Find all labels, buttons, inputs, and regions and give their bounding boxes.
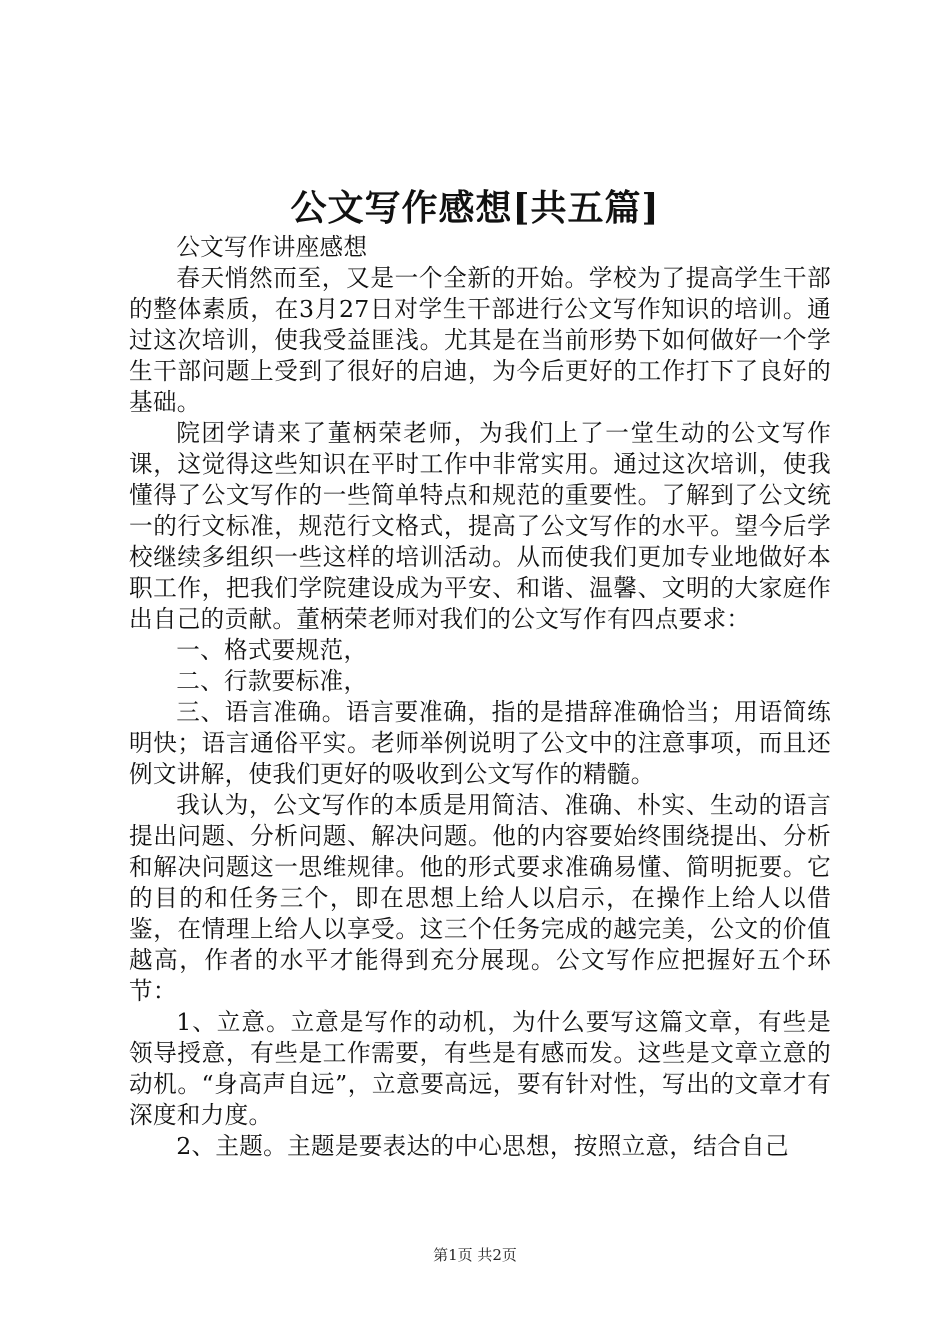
paragraph: 春天悄然而至，又是一个全新的开始。学校为了提高学生干部的整体素质，在3月27日对学生干部进行公文写作知识的培训。通过这次培训，使我受益匪浅。尤其是在当前形势下如何做好一个学生干部问题上受到了很好的启迪，为今后更好的工作打下了良好的基础。	[129, 264, 831, 416]
numbered-item: 1、立意。立意是写作的动机，为什么要写这篇文章，有些是领导授意，有些是工作需要，有些是有感而发。这些是文章立意的动机。“身高声自远”，立意要高远，要有针对性，写出的文章才有深度和力度。	[129, 1008, 831, 1129]
list-item: 二、行款要标准，	[176, 667, 368, 695]
section-heading: 公文写作讲座感想	[176, 233, 368, 261]
list-item: 三、语言准确。语言要准确，指的是措辞准确恰当；用语简练明快；语言通俗平实。老师举例说明了公文中的注意事项，而且还例文讲解，使我们更好的吸收到公文写作的精髓。	[129, 698, 831, 788]
paragraph: 院团学请来了董柄荣老师，为我们上了一堂生动的公文写作课，这觉得这些知识在平时工作中非常实用。通过这次培训，使我懂得了公文写作的一些简单特点和规范的重要性。了解到了公文统一的行文标准，规范行文格式，提高了公文写作的水平。望今后学校继续多组织一些这样的培训活动。从而使我们更加专业地做好本职工作，把我们学院建设成为平安、和谐、温馨、文明的大家庭作出自己的贡献。董柄荣老师对我们的公文写作有四点要求：	[129, 419, 831, 633]
document-body	[129, 232, 831, 1162]
page-footer: 第1页 共2页	[433, 1246, 517, 1264]
list-item: 一、格式要规范，	[176, 636, 368, 664]
numbered-item: 2、主题。主题是要表达的中心思想，按照立意，结合自己	[176, 1132, 789, 1160]
paragraph: 我认为，公文写作的本质是用简洁、准确、朴实、生动的语言提出问题、分析问题、解决问题。他的内容要始终围绕提出、分析和解决问题这一思维规律。他的形式要求准确易懂、简明扼要。它的目的和任务三个，即在思想上给人以启示，在操作上给人以借鉴，在情理上给人以享受。这三个任务完成的越完美，公文的价值越高，作者的水平才能得到充分展现。公文写作应把握好五个环节：	[129, 791, 831, 1005]
document-title: 公文写作感想[共五篇]	[290, 187, 660, 229]
